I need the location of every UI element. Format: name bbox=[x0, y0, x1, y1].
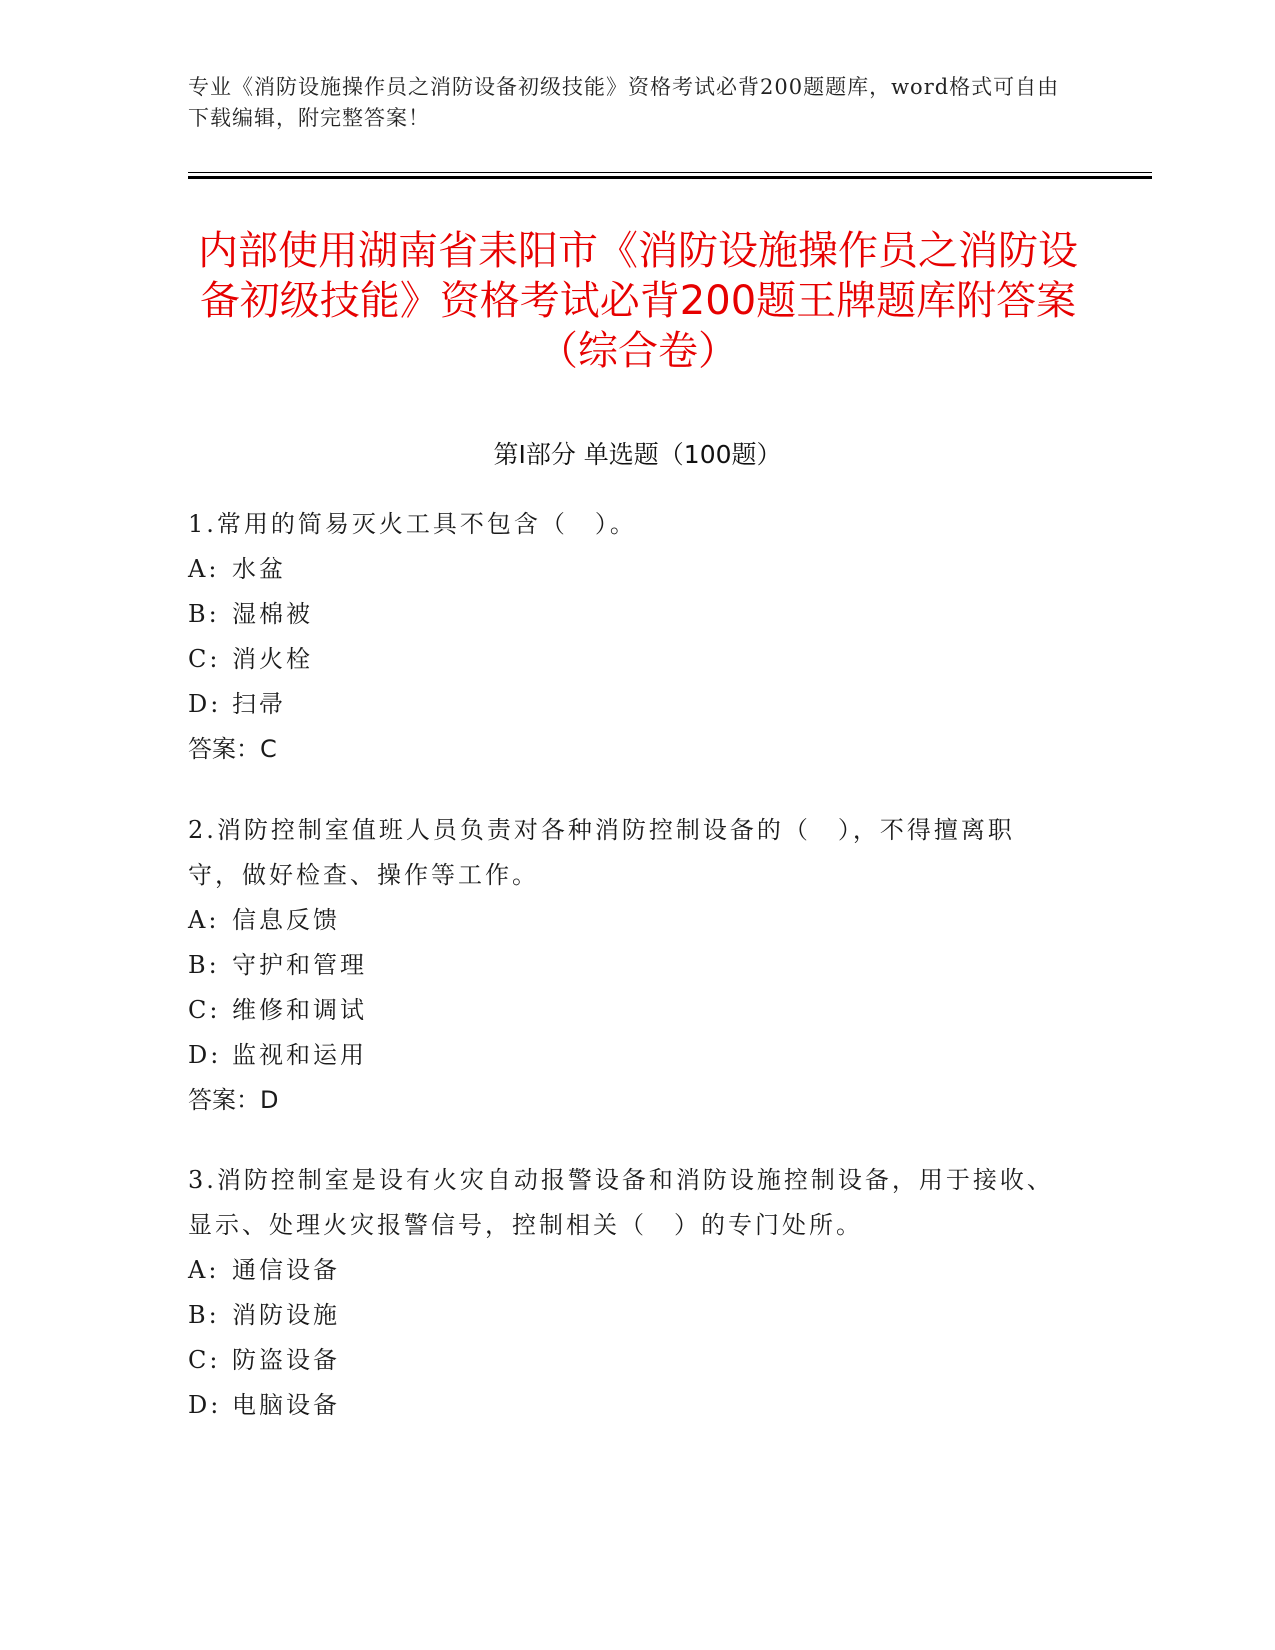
question-stem: 3.消防控制室是设有火灾自动报警设备和消防设施控制设备，用于接收、显示、处理火灾报警信号，控制相关（ ）的专门处所。 bbox=[188, 1166, 1054, 1239]
option-text: 守护和管理 bbox=[232, 951, 367, 979]
option-text: 信息反馈 bbox=[232, 906, 340, 934]
option-letter: D: bbox=[188, 690, 222, 718]
option-letter: C: bbox=[188, 996, 221, 1024]
option-d bbox=[188, 682, 1068, 727]
option-letter: B: bbox=[188, 1301, 220, 1329]
option-letter: B: bbox=[188, 951, 220, 979]
option-c bbox=[188, 637, 1068, 682]
answer-text: 答案：C bbox=[188, 735, 277, 763]
option-text: 扫帚 bbox=[232, 690, 286, 718]
header-rule-thin bbox=[188, 172, 1152, 173]
option-a bbox=[188, 547, 1068, 592]
answer-text: 答案：D bbox=[188, 1086, 279, 1114]
question-stem: 1.常用的简易灭火工具不包含（ ）。 bbox=[188, 510, 637, 538]
option-d bbox=[188, 1383, 1068, 1428]
header-rule-thick bbox=[188, 176, 1152, 179]
option-c bbox=[188, 988, 1068, 1033]
option-letter: A: bbox=[188, 906, 220, 934]
question-2 bbox=[188, 808, 1068, 1123]
option-letter: D: bbox=[188, 1041, 222, 1069]
question-3 bbox=[188, 1158, 1068, 1428]
option-letter: C: bbox=[188, 1346, 221, 1374]
option-text: 水盆 bbox=[232, 555, 286, 583]
question-1 bbox=[188, 502, 1068, 772]
question-stem: 2.消防控制室值班人员负责对各种消防控制设备的（ ），不得擅离职守，做好检查、操作等工作。 bbox=[188, 816, 1015, 889]
option-text: 电脑设备 bbox=[232, 1391, 340, 1419]
option-text: 监视和运用 bbox=[232, 1041, 367, 1069]
option-b bbox=[188, 1293, 1068, 1338]
option-b bbox=[188, 943, 1068, 988]
section-title: 第Ⅰ部分 单选题（100题） bbox=[493, 440, 782, 469]
option-letter: A: bbox=[188, 555, 220, 583]
option-text: 防盗设备 bbox=[232, 1346, 340, 1374]
option-letter: B: bbox=[188, 600, 220, 628]
option-letter: C: bbox=[188, 645, 221, 673]
option-d bbox=[188, 1033, 1068, 1078]
option-b bbox=[188, 592, 1068, 637]
option-a bbox=[188, 898, 1068, 943]
option-letter: A: bbox=[188, 1256, 220, 1284]
option-letter: D: bbox=[188, 1391, 222, 1419]
option-a bbox=[188, 1248, 1068, 1293]
option-text: 消防设施 bbox=[232, 1301, 340, 1329]
document-title: 内部使用湖南省耒阳市《消防设施操作员之消防设备初级技能》资格考试必背200题王牌题库附答案（综合卷） bbox=[198, 228, 1078, 374]
option-text: 湿棉被 bbox=[232, 600, 313, 628]
option-text: 通信设备 bbox=[232, 1256, 340, 1284]
header-note: 专业《消防设施操作员之消防设备初级技能》资格考试必背200题题库，word格式可自由下载编辑，附完整答案！ bbox=[188, 75, 1060, 130]
option-text: 消火栓 bbox=[232, 645, 313, 673]
option-text: 维修和调试 bbox=[232, 996, 367, 1024]
option-c bbox=[188, 1338, 1068, 1383]
